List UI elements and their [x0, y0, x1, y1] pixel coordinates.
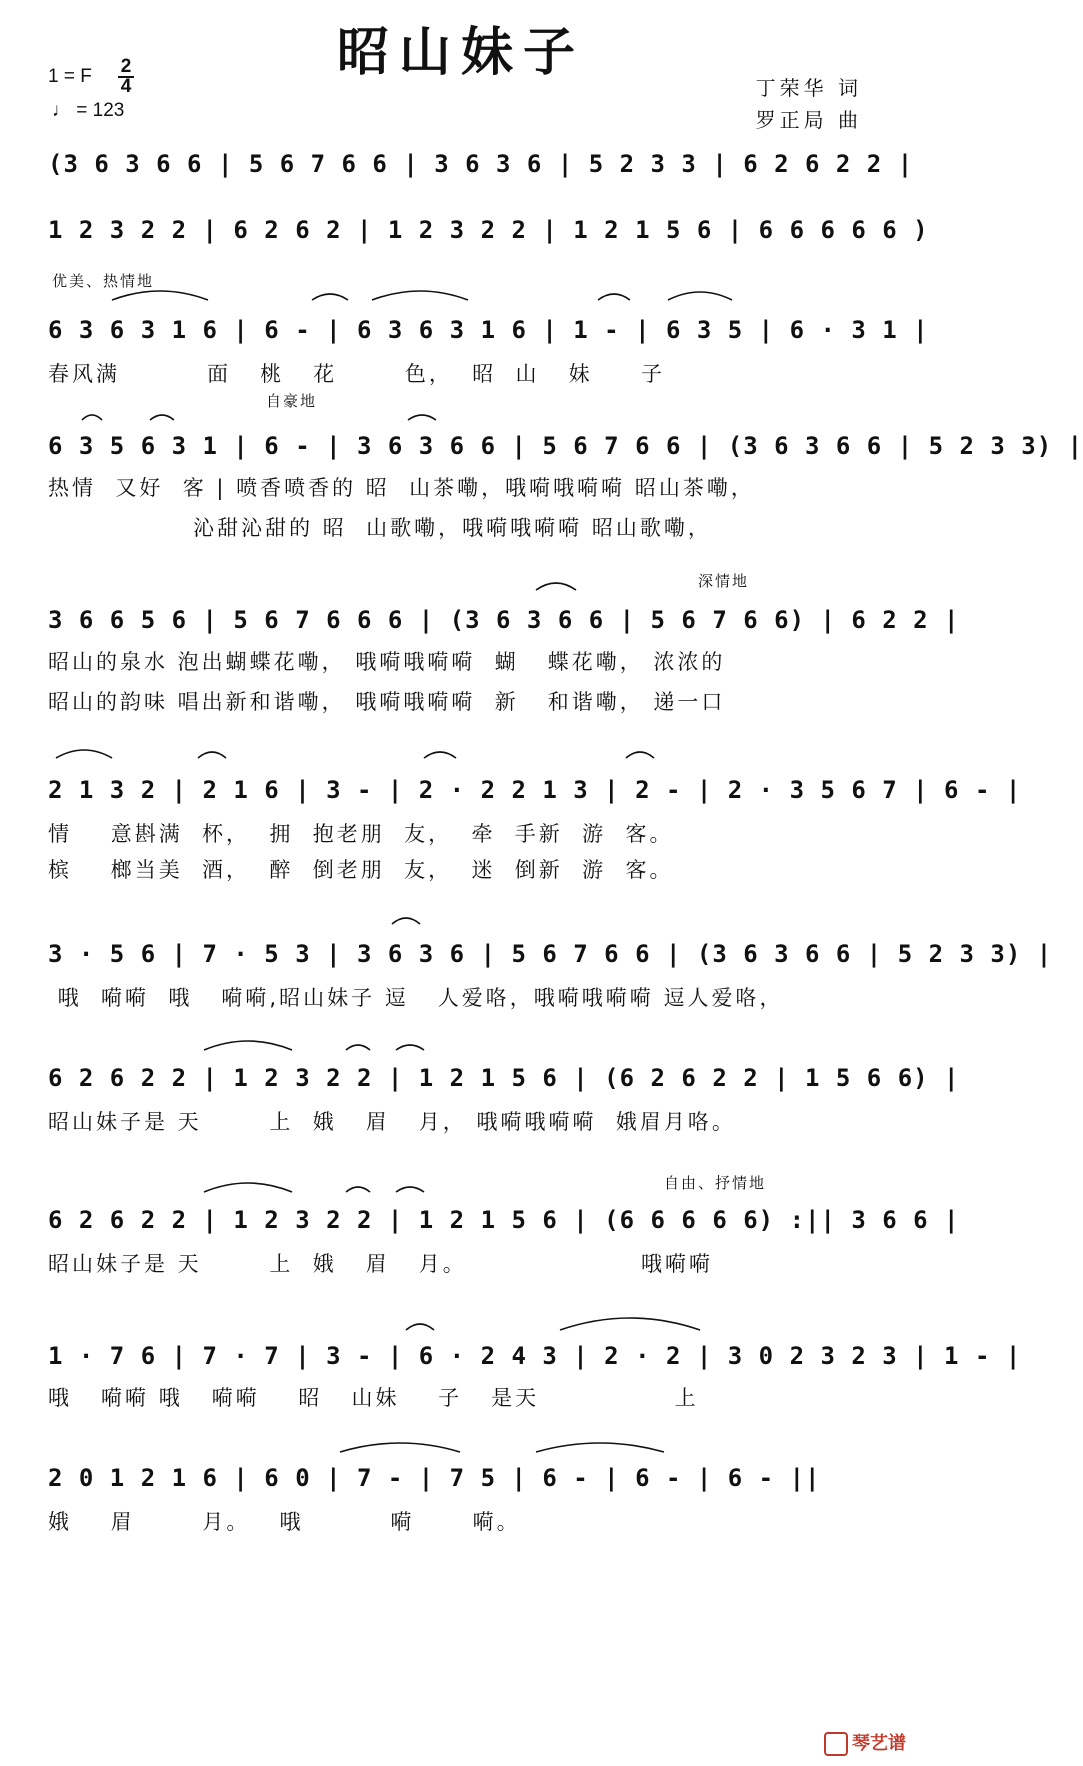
slur: [312, 294, 348, 300]
slur: [346, 1045, 370, 1050]
lyric-line: 情 意斟满 杯， 拥 抱老朋 友， 牵 手新 游 客。: [48, 822, 674, 846]
slur: [392, 918, 420, 924]
time-sig-bottom: 4: [120, 76, 132, 97]
lyric-line: 春风满 面 桃 花 色， 昭 山 妹 子: [48, 362, 665, 386]
notes-line: 6 3 5 6 3 1 | 6 - | 3 6 3 6 6 | 5 6 7 6 6 | (3 6 3 6 6 | 5 2 3 3) |: [48, 432, 1083, 460]
score-system-10: [48, 1334, 1022, 1424]
slur: [112, 291, 208, 300]
lyric-line: 昭山妹子是 天 上 娥 眉 月， 哦嗬哦嗬嗬 娥眉月咯。: [48, 1110, 736, 1134]
logo-icon: [824, 1732, 848, 1756]
notes-line: (3 6 3 6 6 | 5 6 7 6 6 | 3 6 3 6 | 5 2 3 3 | 6 2 6 2 2 |: [48, 150, 914, 178]
watermark-text: 琴艺谱: [852, 1733, 906, 1754]
score-system-5: [48, 572, 960, 728]
slur: [396, 1187, 424, 1192]
score-system-11: [48, 1456, 876, 1546]
slur: [536, 1443, 664, 1452]
lyric-line: 娥 眉 月。 哦 嗬 嗬。: [48, 1510, 521, 1534]
expression-mark: 优美、热情地: [52, 272, 155, 290]
score-system-9: [48, 1174, 960, 1288]
score-system-6: [48, 768, 1022, 898]
notes-line: 6 2 6 2 2 | 1 2 3 2 2 | 1 2 1 5 6 | (6 6 6 6 6) :|| 3 6 6 |: [48, 1206, 960, 1234]
time-sig-top: 2: [120, 56, 132, 77]
notes-line: 6 2 6 2 2 | 1 2 3 2 2 | 1 2 1 5 6 | (6 2 6 2 2 | 1 5 6 6) |: [48, 1064, 960, 1092]
slur: [340, 1443, 460, 1452]
slur: [346, 1187, 370, 1192]
slur: [56, 750, 112, 758]
notes-line: 3 · 5 6 | 7 · 5 3 | 3 6 3 6 | 5 6 7 6 6 | (3 6 3 6 6 | 5 2 3 3) |: [48, 940, 1053, 968]
key-signature: 1 = F: [48, 66, 92, 87]
composer-credit: 罗正局 曲: [755, 108, 862, 132]
score-system-3: [48, 272, 929, 398]
slur: [150, 415, 174, 420]
expression-mark: 深情地: [698, 572, 750, 590]
notes-line: 1 · 7 6 | 7 · 7 | 3 - | 6 · 2 4 3 | 2 · 2 | 3 0 2 3 2 3 | 1 - |: [48, 1342, 1022, 1370]
lyric-line: 槟 榔当美 酒， 醉 倒老朋 友， 迷 倒新 游 客。: [48, 858, 674, 882]
score-system-7: [48, 932, 1053, 1022]
expression-mark: 自由、抒情地: [664, 1174, 767, 1192]
watermark: [824, 1729, 906, 1756]
slur: [82, 415, 102, 420]
lyric-line: 哦 嗬嗬 哦 嗬嗬,昭山妹子 逗 人爱咯，哦嗬哦嗬嗬 逗人爱咯，: [48, 986, 784, 1010]
score-system-2: [48, 208, 929, 258]
slur: [408, 415, 436, 420]
slur: [198, 752, 226, 758]
lyric-line: 沁甜沁甜的 昭 山歌嘞，哦嗬哦嗬嗬 昭山歌嘞，: [48, 516, 712, 540]
time-signature: [118, 58, 134, 96]
slur: [372, 291, 468, 300]
slur: [406, 1324, 434, 1330]
score-system-4: [48, 392, 1083, 554]
lyric-line: 昭山的泉水 泡出蝴蝶花嘞， 哦嗬哦嗬嗬 蝴 蝶花嘞， 浓浓的: [48, 650, 726, 674]
notes-line: 3 6 6 5 6 | 5 6 7 6 6 6 | (3 6 3 6 6 | 5 6 7 6 6) | 6 2 2 |: [48, 606, 960, 634]
slur: [536, 583, 576, 590]
lyricist-credit: 丁荣华 词: [755, 76, 862, 100]
notes-line: 2 0 1 2 1 6 | 6 0 | 7 - | 7 5 | 6 - | 6 - | 6 - ||: [48, 1464, 821, 1492]
notes-line: 2 1 3 2 | 2 1 6 | 3 - | 2 · 2 2 1 3 | 2 - | 2 · 3 5 6 7 | 6 - |: [48, 776, 1022, 804]
lyric-line: 哦 嗬嗬 哦 嗬嗬 昭 山妹 子 是天 上: [48, 1386, 699, 1410]
tempo-marking: ♩ = 123: [52, 100, 125, 121]
lyric-line: 昭山的韵味 唱出新和谐嘞， 哦嗬哦嗬嗬 新 和谐嘞， 递一口: [48, 690, 726, 714]
slur: [626, 752, 654, 758]
notes-line: 1 2 3 2 2 | 6 2 6 2 | 1 2 3 2 2 | 1 2 1 5 6 | 6 6 6 6 6 ): [48, 216, 929, 244]
score-system-1: [48, 142, 914, 192]
slur: [560, 1318, 700, 1330]
slur: [396, 1045, 424, 1050]
score-system-8: [48, 1056, 960, 1146]
notes-line: 6 3 6 3 1 6 | 6 - | 6 3 6 3 1 6 | 1 - | 6 3 5 | 6 · 3 1 |: [48, 316, 929, 344]
lyric-line: 热情 又好 客 | 喷香喷香的 昭 山茶嘞，哦嗬哦嗬嗬 昭山茶嘞，: [48, 476, 755, 500]
lyric-line: 昭山妹子是 天 上 娥 眉 月。 哦嗬嗬: [48, 1252, 713, 1276]
expression-mark: 自豪地: [266, 392, 318, 410]
slur: [668, 292, 732, 300]
slur: [204, 1183, 292, 1192]
song-title: 昭山妹子: [336, 22, 585, 83]
slur: [598, 294, 630, 300]
slur: [424, 752, 456, 758]
slur: [204, 1041, 292, 1050]
